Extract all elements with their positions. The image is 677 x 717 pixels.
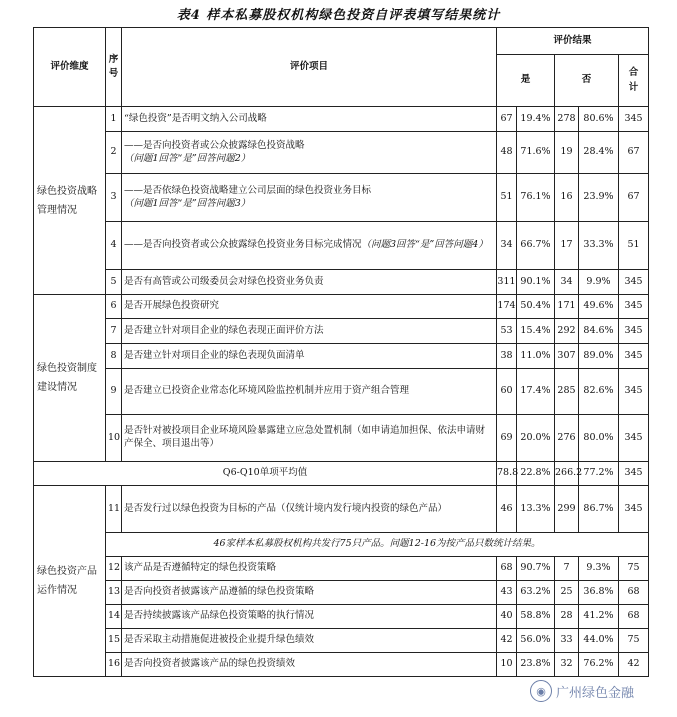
table-row: 14 是否持续披露该产品绿色投资策略的执行情况 40 58.8% 28 41.2% 68 (34, 605, 649, 629)
table-row: 9 是否建立已投资企业常态化环境风险监控机制并应用于资产组合管理 60 17.4% 285 82.6% 345 (34, 369, 649, 415)
header-dimension: 评价维度 (34, 28, 106, 107)
header-yes: 是 (497, 55, 555, 107)
table-row: 3 ——是否依绿色投资战略建立公司层面的绿色投资业务目标（问题1回答“是”回答问题3） 51 76.1% 16 23.9% 67 (34, 174, 649, 222)
table-row: 13 是否向投资者披露该产品遵循的绿色投资策略 43 63.2% 25 36.8% 68 (34, 581, 649, 605)
header-total: 合计 (619, 55, 649, 107)
header-item: 评价项目 (122, 28, 497, 107)
table-row: 8 是否建立针对项目企业的绿色表现负面清单 38 11.0% 307 89.0% 345 (34, 344, 649, 369)
table-row: 4 ——是否向投资者或公众披露绿色投资业务目标完成情况（问题3回答“是”回答问题4） 34 66.7% 17 33.3% 51 (34, 222, 649, 270)
average-row: Q6-Q10单项平均值 78.8 22.8% 266.2 77.2% 345 (34, 462, 649, 486)
wechat-icon: ◉ (530, 680, 552, 702)
header-result: 评价结果 (497, 28, 649, 55)
statistics-table (33, 27, 649, 677)
table-row: 7 是否建立针对项目企业的绿色表现正面评价方法 53 15.4% 292 84.6% 345 (34, 319, 649, 344)
table-row: 5 是否有高管或公司级委员会对绿色投资业务负责 311 90.1% 34 9.9% 345 (34, 270, 649, 295)
group-product: 绿色投资产品运作情况 (34, 486, 106, 677)
header-seq: 序号 (106, 28, 122, 107)
header-no: 否 (555, 55, 619, 107)
table-row: 12 该产品是否遵循特定的绿色投资策略 68 90.7% 7 9.3% 75 (34, 557, 649, 581)
table-row: 16 是否向投资者披露该产品的绿色投资绩效 10 23.8% 32 76.2% 42 (34, 653, 649, 677)
group-system: 绿色投资制度建设情况 (34, 295, 106, 462)
table-row: 绿色投资产品运作情况 11 是否发行过以绿色投资为目标的产品（仅统计境内发行境内投资的绿色产品） 46 13.3% 299 86.7% 345 (34, 486, 649, 533)
table-row: 15 是否采取主动措施促进被投企业提升绿色绩效 42 56.0% 33 44.0% 75 (34, 629, 649, 653)
table-row: 绿色投资制度建设情况 6 是否开展绿色投资研究 174 50.4% 171 49.6% 345 (34, 295, 649, 319)
watermark-text: 广州绿色金融 (556, 685, 635, 701)
table-caption: 表4 样本私募股权机构绿色投资自评表填写结果统计 (176, 8, 501, 23)
table-row: 绿色投资战略管理情况 1 “绿色投资”是否明文纳入公司战略 67 19.4% 278 80.6% 345 (34, 107, 649, 132)
watermark (530, 678, 670, 704)
table-row: 10 是否针对被投项目企业环境风险暴露建立应急处置机制（如申请追加担保、依法申请财产保全、项目退出等） 69 20.0% 276 80.0% 345 (34, 415, 649, 462)
table-row: 2 ——是否向投资者或公众披露绿色投资战略 （问题1回答“是”回答问题2） 48 71.6% 19 28.4% 67 (34, 132, 649, 174)
banner-row: 46家样本私募股权机构共发行75只产品。问题12-16为按产品只数统计结果。 (34, 533, 649, 557)
group-strategy: 绿色投资战略管理情况 (34, 107, 106, 295)
